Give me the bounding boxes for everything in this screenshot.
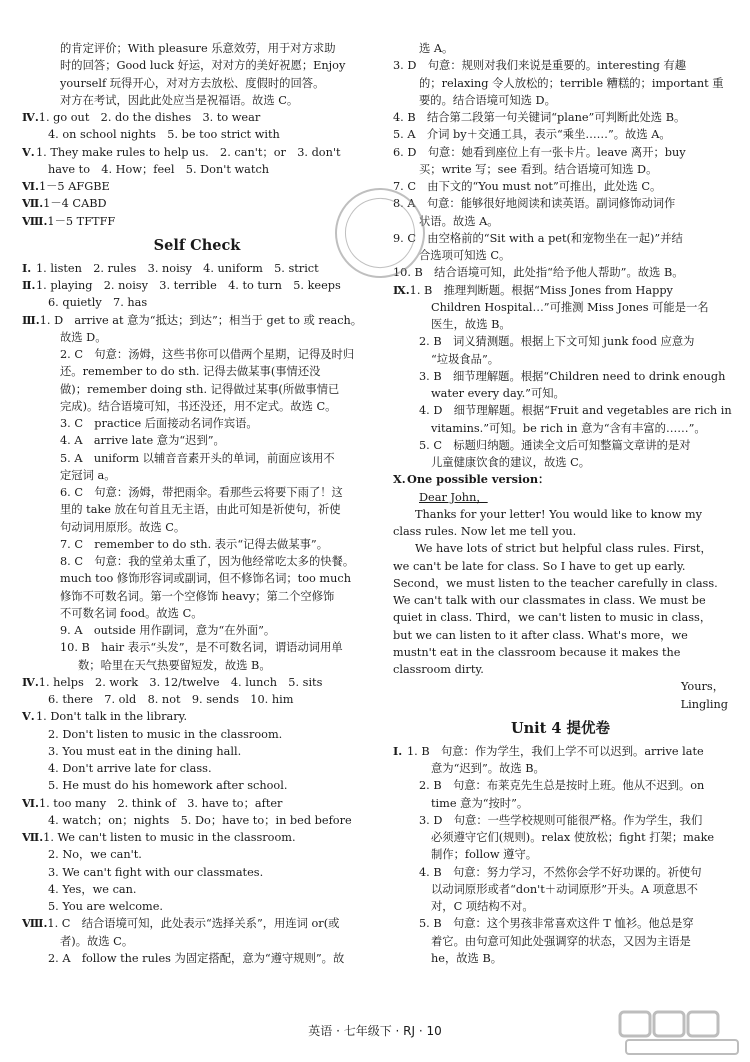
answer-line: 4. B 句意：努力学习，不然你会学不好功课的。祈使句 — [419, 865, 702, 879]
answer-line: 以动词原形或者“don't＋动词原形”开头。A 项意思不 — [431, 882, 698, 896]
answer-line: 3. C practice 后面接动名词作宾语。 — [60, 417, 258, 430]
answer-line: 意为“迟到”。故选 B。 — [431, 762, 545, 775]
answer-line: 者)。故选 C。 — [60, 934, 134, 948]
answer-line: 故选 D。 — [60, 330, 107, 344]
answer-line: have to 4. How；feel 5. Don't watch — [48, 162, 270, 176]
section-numeral: Ⅰ. — [393, 743, 403, 758]
section-numeral: Ⅶ. — [22, 830, 44, 844]
answer-line: 3. B 细节理解题。根据“Children need to drink enough — [419, 369, 726, 383]
answer-line: 的肯定评价；With pleasure 乐意效劳，用于对方求助 — [60, 42, 336, 55]
answer-line: 儿童健康饮食的建议，故选 C。 — [431, 456, 591, 469]
answer-line: 7. C remember to do sth. 表示“记得去做某事”。 — [60, 537, 328, 551]
right-column — [393, 40, 732, 967]
answer-line: 数；哈里在天气热要留短发，故选 B。 — [78, 658, 271, 672]
answer-line: 修饰不可数名词。第一个空修饰 heavy；第二个空修饰 — [60, 589, 335, 603]
answer-line: 对，C 项结构不对。 — [431, 900, 534, 913]
answer-line: 6. there 7. old 8. not 9. sends 10. him — [48, 693, 294, 706]
answer-text: 1. playing 2. noisy 3. terrible 4. to turn 5. keeps — [36, 279, 341, 292]
letter-line: Dear John， — [419, 490, 488, 504]
answer-text: 1. D arrive at 意为“抵达；到达”；相当于 get to 或 reach。 — [39, 313, 363, 327]
page-footer: 英语 · 七年级下 · RJ · 10 — [308, 1024, 442, 1038]
answer-line: 的；relaxing 令人放松的；terrible 糟糕的；important 重 — [419, 76, 724, 90]
answer-line: 6. quietly 7. has — [48, 296, 148, 310]
answer-section-line — [22, 708, 372, 725]
letter-line: quiet in class. Third，we can't listen to music in class， — [393, 611, 712, 625]
answer-line: 必须遵守它们(规则)。relax 使放松；fight 打架；make — [431, 831, 715, 844]
letter-line: We have lots of strict but helpful class rules. First， — [415, 542, 712, 556]
section-numeral: Ⅳ. — [22, 110, 39, 124]
letter-line: We can't talk with our classmates in class. We must be — [393, 594, 706, 607]
answer-text: 1. We can't listen to music in the classroom. — [43, 831, 296, 844]
answer-line: 合选项可知选 C。 — [419, 249, 511, 262]
answer-line: 5. C 标题归纳题。通读全文后可知整篇文章讲的是对 — [419, 438, 691, 452]
answer-line: 10. B hair 表示“头发”，是不可数名词，谓语动词用单 — [60, 641, 343, 655]
section-numeral: Ⅵ. — [22, 179, 39, 193]
answer-line: 2. C 句意：汤姆，这些书你可以借两个星期，记得及时归 — [60, 348, 355, 361]
answer-line: 3. D 句意：规则对我们来说是重要的。interesting 有趣 — [393, 59, 687, 73]
section-numeral: Ⅲ. — [22, 312, 40, 327]
answer-section-line — [22, 277, 372, 294]
answer-line: 3. You must eat in the dining hall. — [48, 744, 242, 758]
answer-line: 定冠词 a。 — [60, 468, 116, 482]
answer-line: 买；write 写；see 看到。结合语境可知选 D。 — [419, 162, 658, 176]
letter-line: Thanks for your letter! You would like to know my — [415, 507, 702, 521]
answer-line: 9. C 由空格前的“Sit with a pet(和宠物坐在一起)”并结 — [393, 231, 683, 245]
answer-text: 1. They make rules to help us. 2. can't；or 3. don't — [36, 145, 341, 159]
answer-text: 1－5 AFGBE — [38, 180, 110, 193]
answer-text: 1. too many 2. think of 3. have to；after — [38, 796, 283, 810]
answer-section-line — [393, 471, 728, 488]
section-numeral: Ⅷ. — [22, 213, 48, 228]
answer-line: 5. A 介词 by＋交通工具，表示“乘坐……”。故选 A。 — [393, 128, 671, 142]
letter-line: classroom dirty. — [393, 663, 484, 676]
answer-text: 1－5 TFTFF — [47, 214, 116, 228]
letter-line: but we can listen to it after class. What's more，we — [393, 628, 688, 642]
letter-signature: Yours， — [680, 680, 724, 694]
answer-line: 2. B 词义猜测题。根据上下文可知 junk food 应意为 — [419, 335, 695, 349]
answer-line: 10. B 结合语境可知，此处指“给予他人帮助”。故选 B。 — [393, 266, 684, 280]
answer-line: 制作；follow 遵守。 — [431, 848, 538, 862]
answer-section-line — [22, 795, 372, 812]
answer-line: 选 A。 — [419, 42, 454, 55]
section-numeral: Ⅱ. — [22, 278, 36, 292]
section-title: Self Check — [153, 236, 241, 254]
answer-line: 完成)。结合语境可知，书还没还，用不定式。故选 C。 — [60, 399, 337, 413]
answer-line: 不可数名词 food。故选 C。 — [60, 606, 203, 620]
answer-text: 1. C 结合语境可知，此处表示“选择关系”，用连词 or(或 — [47, 917, 340, 931]
answer-line: water every day.”可知。 — [431, 387, 565, 400]
answer-line: 做)；remember doing sth. 记得做过某事(所做事情已 — [60, 382, 340, 396]
answer-line: 3. We can't fight with our classmates. — [48, 865, 264, 879]
section-numeral: Ⅷ. — [22, 916, 48, 931]
section-numeral: Ⅳ. — [22, 674, 39, 689]
answer-line: 4. D 细节理解题。根据“Fruit and vegetables are rich in — [419, 404, 732, 418]
answer-line: 4. on school nights 5. be too strict with — [48, 128, 280, 142]
answer-line: 4. watch；on；nights 5. Do；have to；in bed before — [48, 813, 352, 827]
answer-text: 1. helps 2. work 3. 12/twelve 4. lunch 5. sits — [38, 675, 323, 689]
answer-line: 5. B 句意：这个男孩非常喜欢这件 T 恤衫。他总是穿 — [419, 917, 694, 931]
answer-text: 1. B 推理判断题。根据“Miss Jones from Happy — [409, 283, 673, 297]
answer-text: 1. B 句意：作为学生，我们上学不可以迟到。arrive late — [407, 744, 704, 758]
answer-text: 1－4 CABD — [43, 197, 107, 211]
answer-section-line — [22, 213, 372, 230]
answer-line: 要的。结合语境可知选 D。 — [419, 93, 556, 107]
answer-text: 1. go out 2. do the dishes 3. to wear — [38, 111, 261, 124]
section-numeral: Ⅵ. — [22, 795, 39, 810]
answer-line: 2. A follow the rules 为固定搭配，意为“遵守规则”。故 — [48, 951, 345, 965]
answer-line: 状语。故选 A。 — [419, 214, 499, 228]
answer-line: 2. Don't listen to music in the classroom. — [48, 727, 283, 741]
answer-section-line — [393, 282, 728, 299]
answer-line: 2. B 句意：布莱克先生总是按时上班。他从不迟到。on — [419, 779, 705, 793]
answer-line: 5. He must do his homework after school. — [48, 779, 288, 793]
answer-line: 4. Don't arrive late for class. — [48, 762, 212, 775]
answer-line: 时的回答；Good luck 好运，对对方的美好祝愿；Enjoy — [60, 59, 346, 73]
answer-line: 8. C 句意：我的堂弟太重了，因为他经常吃太多的快餐。 — [60, 555, 355, 568]
answer-line: vitamins.”可知。be rich in 意为“含有丰富的……”。 — [431, 421, 706, 435]
answer-line: 里的 take 放在句首且无主语，由此可知是祈使句，祈使 — [60, 503, 341, 517]
answer-line: 4. A arrive late 意为“迟到”。 — [60, 434, 225, 448]
section-numeral: Ⅶ. — [22, 196, 44, 211]
answer-line: 句动词用原形。故选 C。 — [60, 520, 186, 534]
letter-line: mustn't eat in the classroom because it makes the — [393, 645, 681, 659]
answer-line: he，故选 B。 — [431, 951, 503, 965]
answer-line: 对方在考试，因此此处应当是祝福语。故选 C。 — [60, 93, 299, 107]
answer-line: 5. You are welcome. — [48, 900, 164, 913]
answer-section-line — [393, 743, 728, 760]
answer-line: 医生，故选 B。 — [431, 318, 511, 331]
answer-line: 还。remember to do sth. 记得去做某事(事情还没 — [60, 365, 321, 379]
answer-line: 4. Yes，we can. — [48, 882, 137, 896]
letter-line: class rules. Now let me tell you. — [393, 525, 577, 538]
answer-line: 2. No，we can't. — [48, 848, 142, 862]
left-column — [22, 40, 372, 967]
answer-line: much too 修饰形容词或副词，但不修饰名词；too much — [60, 572, 351, 586]
letter-line: Second，we must listen to the teacher carefully in class. — [393, 576, 718, 590]
answer-text: 1. Don't talk in the library. — [36, 710, 188, 724]
letter-signature: Lingling — [680, 697, 728, 711]
section-numeral: Ⅴ. — [22, 709, 35, 724]
answer-line: 7. C 由下文的“You must not”可推出，此处选 C。 — [393, 180, 662, 193]
section-numeral: Ⅹ. — [393, 472, 406, 487]
answer-line: 6. D 句意：她看到座位上有一张卡片。leave 离开；buy — [393, 145, 686, 159]
answer-section-line — [22, 260, 372, 277]
answer-line: 5. A uniform 以辅音音素开头的单词，前面应该用不 — [60, 451, 335, 465]
answer-section-line — [22, 144, 372, 161]
answer-line: “垃圾食品”。 — [431, 352, 500, 366]
letter-line: we can't be late for class. So I have to get up early. — [393, 559, 686, 573]
answer-line: 6. C 句意：汤姆，带把雨伞。看那些云将要下雨了！这 — [60, 486, 343, 499]
answer-line: time 意为“按时”。 — [431, 796, 529, 810]
answer-line: 8. A 句意：能够很好地阅读和读英语。副词修饰动词作 — [393, 197, 676, 211]
answer-section-line — [22, 674, 372, 691]
answer-section-line — [22, 195, 372, 212]
section-numeral: Ⅴ. — [22, 144, 35, 159]
answer-line: 3. D 句意：一些学校规则可能很严格。作为学生，我们 — [419, 813, 703, 827]
answer-line: 着它。由句意可知此处强调穿的状态，又因为主语是 — [431, 934, 691, 948]
answer-text: 1. listen 2. rules 3. noisy 4. uniform 5. strict — [36, 261, 319, 275]
section-title: Unit 4 提优卷 — [510, 719, 611, 737]
answer-section-line — [22, 109, 372, 126]
answer-section-line — [22, 178, 372, 195]
answer-text: One possible version： — [407, 472, 550, 487]
section-numeral: Ⅸ. — [393, 282, 410, 297]
answer-line: Children Hospital…”可推测 Miss Jones 可能是一名 — [431, 300, 709, 314]
answer-section-line — [22, 312, 372, 329]
section-numeral: Ⅰ. — [22, 260, 32, 275]
answer-section-line — [22, 829, 372, 846]
answer-line: 4. B 结合第二段第一句关键词“plane”可判断此处选 B。 — [393, 111, 686, 124]
answer-line: yourself 玩得开心，对对方去放松、度假时的回答。 — [60, 76, 325, 90]
answer-section-line — [22, 915, 372, 932]
answer-line: 9. A outside 用作副词，意为“在外面”。 — [60, 624, 276, 637]
